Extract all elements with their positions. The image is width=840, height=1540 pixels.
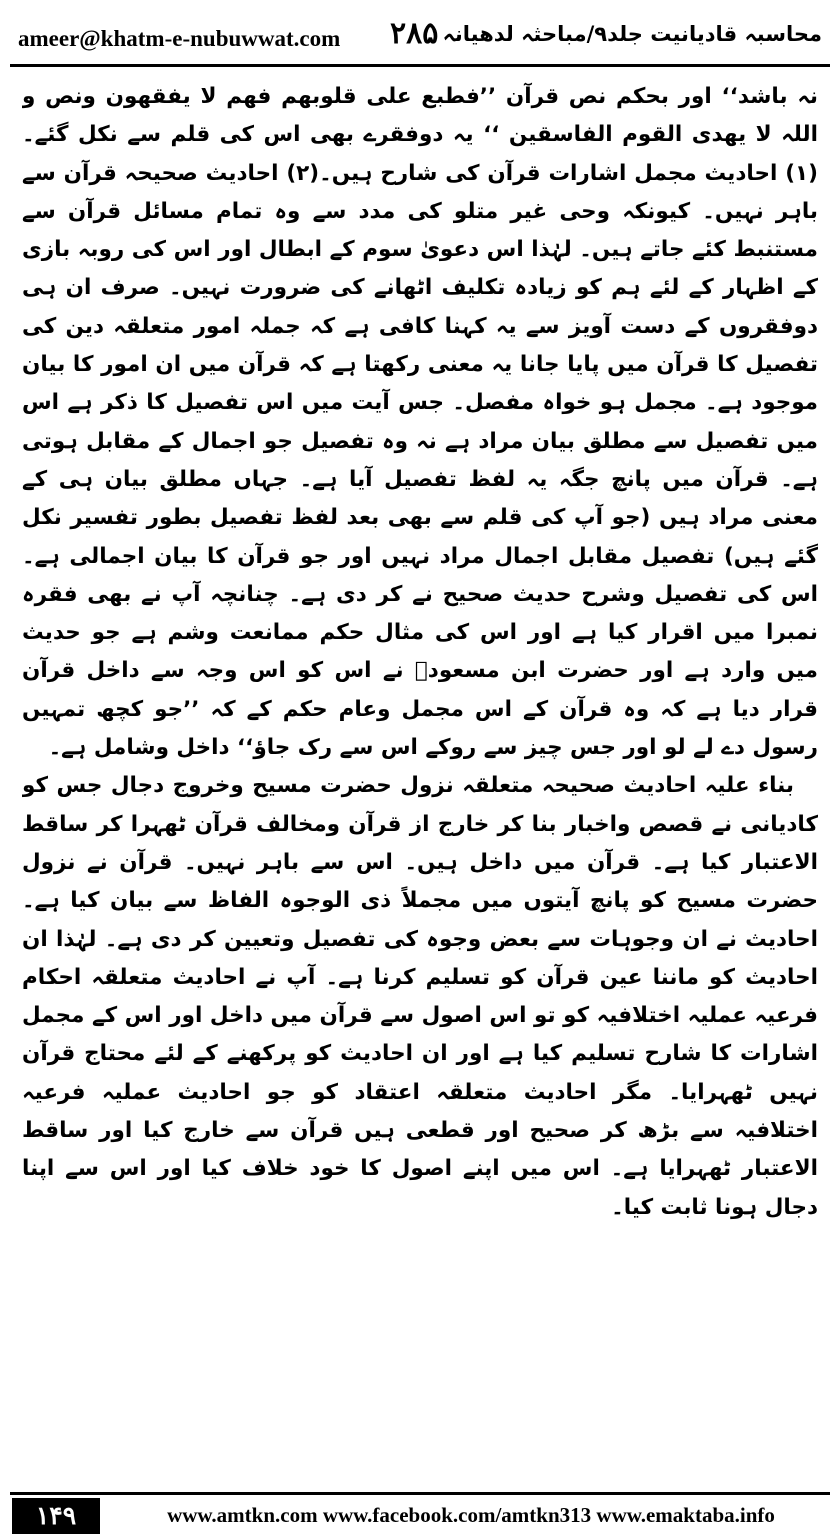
page-header bbox=[10, 10, 830, 66]
paragraph: نہ باشد‘‘ اور بحکم نص قرآن ’’فطبع علی قلوبھم فھم لا یفقھون ونص و اللہ لا یھدی القوم الفاسقین ‘‘ یہ دوفقرے بھی اس کی قلم سے نکل گئے۔(۱) احادیث مجمل اشارات قرآن کی شارح ہیں۔(۲) احادیث صحیحہ قرآن سے باہر نہیں۔ کیونکہ وحی غیر متلو کی مدد سے وہ تمام مسائل قرآن سے مستنبط کئے جاتے ہیں۔ لہٰذا اس دعویٰ سوم کے ابطال اور اس کی روبہ بازی کے اظہار کے لئے ہم کو زیادہ تکلیف اٹھانے کی ضرورت نہیں۔ صرف ان ہی دوفقروں کے دست آویز سے یہ کہنا کافی ہے کہ جملہ امور متعلقہ دین کی تفصیل کا قرآن میں پایا جانا یہ معنی رکھتا ہے کہ قرآن میں ان امور کا بیان موجود ہے۔ مجمل ہو خواہ مفصل۔ جس آیت میں اس تفصیل کا ذکر ہے اس میں تفصیل سے مطلق بیان مراد ہے نہ وہ تفصیل جو اجمال کے مقابل ہوتی ہے۔ قرآن میں پانچ جگہ یہ لفظ تفصیل آیا ہے۔ جہاں مطلق بیان ہی کے معنی مراد ہیں (جو آپ کی قلم سے بھی بعد لفظ تفصیل بطور تفسیر نکل گئے ہیں) تفصیل مقابل اجمال مراد نہیں اور جو قرآن کا بیان اجمالی ہے۔ اس کی تفصیل وشرح حدیث صحیح نے کر دی ہے۔ چنانچہ آپ نے بھی فقرہ نمبرا میں اقرار کیا ہے اور اس کی مثال حکم ممانعت وشم ہے جو حدیث میں وارد ہے اور حضرت ابن مسعودؓ نے اس کو اس وجہ سے داخل قرآن قرار دیا ہے کہ وہ قرآن کے اس مجمل وعام حکم کے کہ ’’جو کچھ تمہیں رسول دے لے لو اور جس چیز سے روکے اس سے رک جاؤ‘‘ داخل وشامل ہے۔ bbox=[22, 84, 818, 761]
footer-links: www.amtkn.com www.facebook.com/amtkn313 www.emaktaba.info bbox=[167, 1503, 775, 1527]
header-book-title: محاسبہ قادیانیت جلد۹/مباحثہ لدھیانہ bbox=[442, 22, 822, 46]
header-divider bbox=[10, 64, 830, 67]
header-email: ameer@khatm-e-nubuwwat.com bbox=[18, 26, 341, 51]
paragraph: بناء علیہ احادیث صحیحہ متعلقہ نزول حضرت مسیح وخروج دجال جس کو کادیانی نے قصص واخبار بنا کر خارج از قرآن ومخالف قرآن ٹھہرا کر ساقط الاعتبار کیا ہے۔ قرآن میں داخل ہیں۔ اس سے باہر نہیں۔ قرآن نے نزول حضرت مسیح کو پانچ آیتوں میں مجملاً ذی الوجوہ الفاظ سے بیان کیا ہے۔ احادیث نے ان وجوہات سے بعض وجوہ کی تفصیل وتعیین کر دی ہے۔ لہٰذا ان احادیث کو ماننا عین قرآن کو تسلیم کرنا ہے۔ آپ نے احادیث متعلقہ احکام فرعیہ عملیہ اختلافیہ کو تو اس اصول سے قرآن میں داخل اور اس کے مجمل اشارات کا شارح تسلیم کیا ہے اور ان احادیث کو پرکھنے کے لئے محتاج قرآن نہیں ٹھہرایا۔ مگر احادیث متعلقہ اعتقاد کو جو احادیث عملیہ فرعیہ اختلافیہ سے بڑھ کر صحیح اور قطعی ہیں قرآن سے خارج کیا اور ساقط الاعتبار ٹھہرایا ہے۔ اس میں اپنے اصول کا خود خلاف کیا اور اس سے اپنا دجال ہونا ثابت کیا۔ bbox=[22, 773, 818, 1220]
footer-page-number: ۱۴۹ bbox=[12, 1498, 100, 1534]
body-text bbox=[22, 78, 818, 1460]
header-page-number: ۲۸۵ bbox=[390, 16, 439, 51]
footer-divider bbox=[10, 1492, 830, 1495]
